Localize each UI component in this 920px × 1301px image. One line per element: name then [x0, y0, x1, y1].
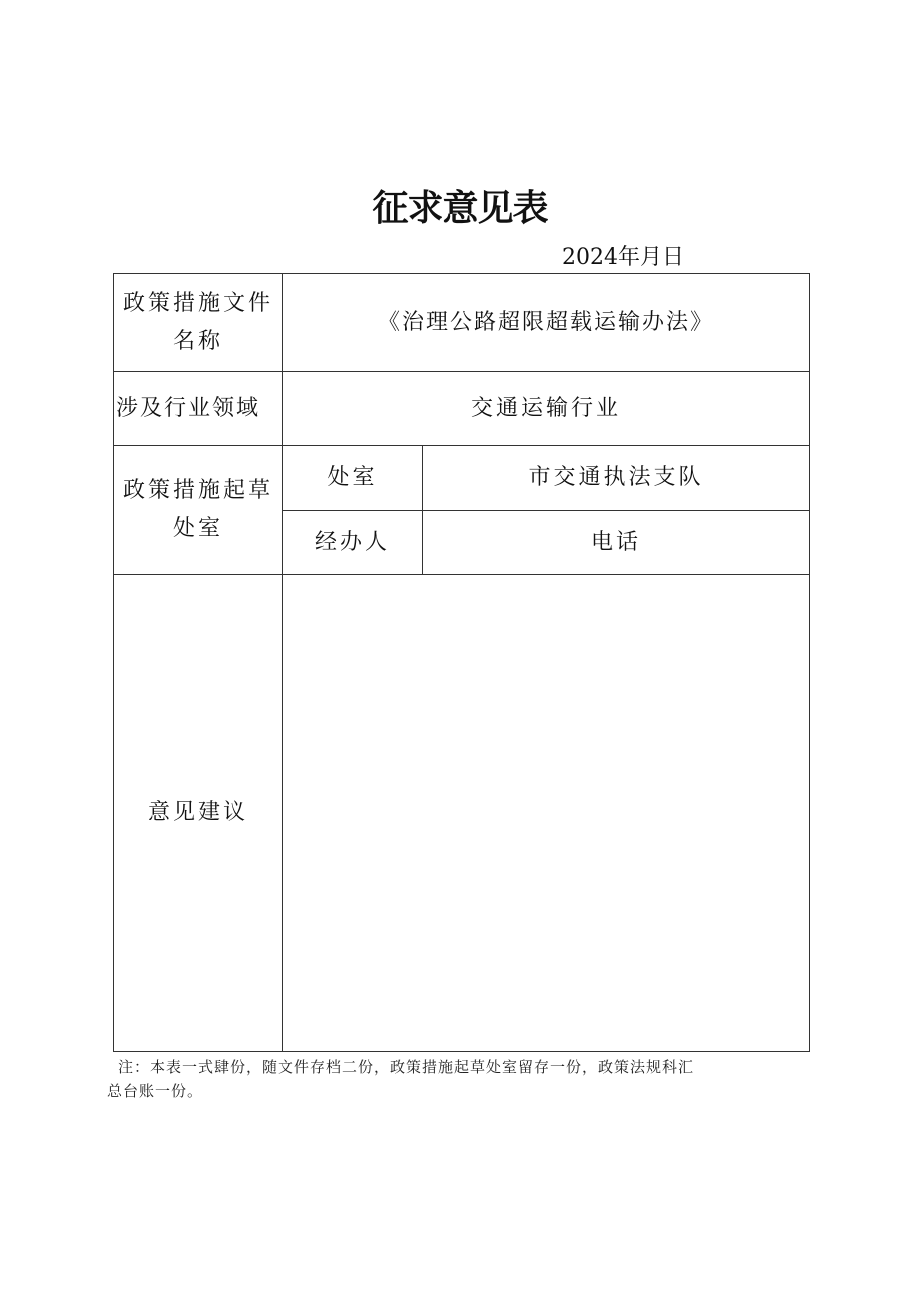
footnote-line-2: 总台账一份。	[107, 1082, 204, 1100]
policy-name-row	[114, 274, 810, 372]
opinion-row	[114, 575, 810, 1052]
industry-row	[114, 372, 810, 446]
office-label: 处室	[283, 446, 423, 511]
footnote-line-1: 注：本表一式肆份，随文件存档二份，政策措施起草处室留存一份，政策法规科汇	[118, 1058, 695, 1076]
opinion-field[interactable]	[283, 575, 810, 1052]
office-value: 市交通执法支队	[423, 446, 810, 511]
form-date: 2024年月日	[562, 245, 684, 270]
industry-value: 交通运输行业	[283, 372, 810, 446]
policy-name-label: 政策措施文件名称	[114, 274, 283, 372]
industry-label: 涉及行业领域	[114, 372, 283, 446]
office-row	[114, 446, 810, 511]
policy-name-value: 《治理公路超限超载运输办法》	[283, 274, 810, 372]
phone-label: 电话	[423, 511, 810, 575]
drafting-office-label: 政策措施起草处室	[114, 446, 283, 575]
opinion-label: 意见建议	[114, 575, 283, 1052]
form-title: 征求意见表	[372, 188, 548, 229]
opinion-form-table	[113, 273, 810, 1052]
handler-label: 经办人	[283, 511, 423, 575]
footnote	[107, 1055, 807, 1103]
